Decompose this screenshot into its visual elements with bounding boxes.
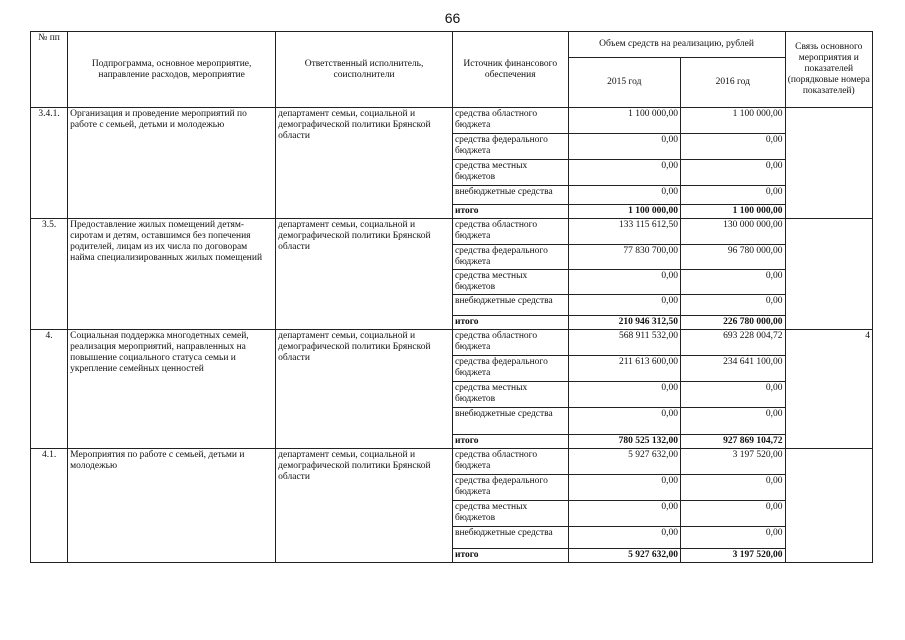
amount-2016-cell: 0,00	[681, 270, 786, 295]
executor-cell: департамент семьи, социальной и демографической политики Брянской области	[276, 219, 453, 330]
total-2015-cell: 780 525 132,00	[568, 435, 681, 449]
page-number: 66	[444, 10, 461, 26]
amount-2015-cell: 0,00	[568, 475, 681, 501]
amount-2015-cell: 0,00	[568, 382, 681, 408]
source-cell: средства федерального бюджета	[452, 245, 568, 270]
total-2015-cell: 1 100 000,00	[568, 205, 681, 219]
amount-2016-cell: 693 228 004,72	[681, 330, 786, 356]
header-year-2016: 2016 год	[681, 58, 786, 108]
amount-2016-cell: 0,00	[681, 501, 786, 527]
header-year-2015: 2015 год	[568, 58, 681, 108]
total-2015-cell: 210 946 312,50	[568, 316, 681, 330]
executor-cell: департамент семьи, социальной и демографической политики Брянской области	[276, 108, 453, 219]
header-executor: Ответственный исполнитель, соисполнители	[276, 32, 453, 108]
amount-2016-cell: 96 780 000,00	[681, 245, 786, 270]
amount-2015-cell: 0,00	[568, 134, 681, 160]
source-cell: внебюджетные средства	[452, 408, 568, 435]
executor-cell: департамент семьи, социальной и демографической политики Брянской области	[276, 449, 453, 563]
name-cell: Социальная поддержка многодетных семей, реализация мероприятий, направленных на повышение социального статуса семьи и укрепление семейных ценностей	[68, 330, 276, 449]
num-cell: 3.5.	[31, 219, 68, 330]
total-2016-cell: 927 869 104,72	[681, 435, 786, 449]
link-cell	[785, 449, 872, 563]
amount-2016-cell: 234 641 100,00	[681, 356, 786, 382]
amount-2016-cell: 0,00	[681, 408, 786, 435]
header-num: № пп	[31, 32, 68, 108]
source-cell: средства федерального бюджета	[452, 356, 568, 382]
total-label-cell: итого	[452, 435, 568, 449]
executor-cell: департамент семьи, социальной и демографической политики Брянской области	[276, 330, 453, 449]
source-cell: средства местных бюджетов	[452, 270, 568, 295]
amount-2015-cell: 0,00	[568, 295, 681, 316]
link-cell	[785, 108, 872, 219]
amount-2016-cell: 0,00	[681, 160, 786, 186]
name-cell: Предоставление жилых помещений детям-сиротам и детям, оставшимся без попечения родителей, лицам из их числа по договорам найма специализированных жилых помещений	[68, 219, 276, 330]
amount-2016-cell: 0,00	[681, 382, 786, 408]
total-label-cell: итого	[452, 205, 568, 219]
source-cell: внебюджетные средства	[452, 527, 568, 549]
source-cell: средства областного бюджета	[452, 219, 568, 245]
source-cell: внебюджетные средства	[452, 186, 568, 205]
total-label-cell: итого	[452, 549, 568, 563]
total-2016-cell: 1 100 000,00	[681, 205, 786, 219]
link-cell: 4	[785, 330, 872, 449]
amount-2015-cell: 133 115 612,50	[568, 219, 681, 245]
link-cell	[785, 219, 872, 330]
table-row	[31, 219, 873, 245]
table-row	[31, 330, 873, 356]
amount-2015-cell: 211 613 600,00	[568, 356, 681, 382]
source-cell: средства областного бюджета	[452, 449, 568, 475]
table-header	[31, 32, 873, 108]
header-name: Подпрограмма, основное мероприятие, направление расходов, мероприятие	[68, 32, 276, 108]
name-cell: Организация и проведение мероприятий по работе с семьей, детьми и молодежью	[68, 108, 276, 219]
amount-2016-cell: 0,00	[681, 186, 786, 205]
source-cell: средства областного бюджета	[452, 330, 568, 356]
source-cell: средства федерального бюджета	[452, 475, 568, 501]
num-cell: 3.4.1.	[31, 108, 68, 219]
amount-2015-cell: 568 911 532,00	[568, 330, 681, 356]
header-link: Связь основного мероприятия и показателей (порядковые номера показателей)	[785, 32, 872, 108]
table-row	[31, 449, 873, 475]
amount-2016-cell: 0,00	[681, 475, 786, 501]
source-cell: внебюджетные средства	[452, 295, 568, 316]
amount-2015-cell: 5 927 632,00	[568, 449, 681, 475]
total-2016-cell: 3 197 520,00	[681, 549, 786, 563]
total-2015-cell: 5 927 632,00	[568, 549, 681, 563]
total-label-cell: итого	[452, 316, 568, 330]
total-2016-cell: 226 780 000,00	[681, 316, 786, 330]
amount-2015-cell: 0,00	[568, 160, 681, 186]
table-row	[31, 108, 873, 134]
num-cell: 4.	[31, 330, 68, 449]
name-cell: Мероприятия по работе с семьей, детьми и молодежью	[68, 449, 276, 563]
source-cell: средства местных бюджетов	[452, 160, 568, 186]
header-source: Источник финансового обеспечения	[452, 32, 568, 108]
num-cell: 4.1.	[31, 449, 68, 563]
header-volume: Объем средств на реализацию, рублей	[568, 32, 785, 58]
amount-2015-cell: 0,00	[568, 408, 681, 435]
source-cell: средства местных бюджетов	[452, 382, 568, 408]
amount-2015-cell: 0,00	[568, 501, 681, 527]
amount-2016-cell: 1 100 000,00	[681, 108, 786, 134]
amount-2016-cell: 0,00	[681, 295, 786, 316]
amount-2015-cell: 1 100 000,00	[568, 108, 681, 134]
amount-2015-cell: 0,00	[568, 270, 681, 295]
budget-table	[30, 31, 873, 563]
amount-2016-cell: 3 197 520,00	[681, 449, 786, 475]
source-cell: средства местных бюджетов	[452, 501, 568, 527]
amount-2015-cell: 0,00	[568, 527, 681, 549]
source-cell: средства областного бюджета	[452, 108, 568, 134]
source-cell: средства федерального бюджета	[452, 134, 568, 160]
amount-2015-cell: 0,00	[568, 186, 681, 205]
amount-2016-cell: 130 000 000,00	[681, 219, 786, 245]
amount-2016-cell: 0,00	[681, 134, 786, 160]
amount-2016-cell: 0,00	[681, 527, 786, 549]
table-body	[31, 108, 873, 563]
amount-2015-cell: 77 830 700,00	[568, 245, 681, 270]
